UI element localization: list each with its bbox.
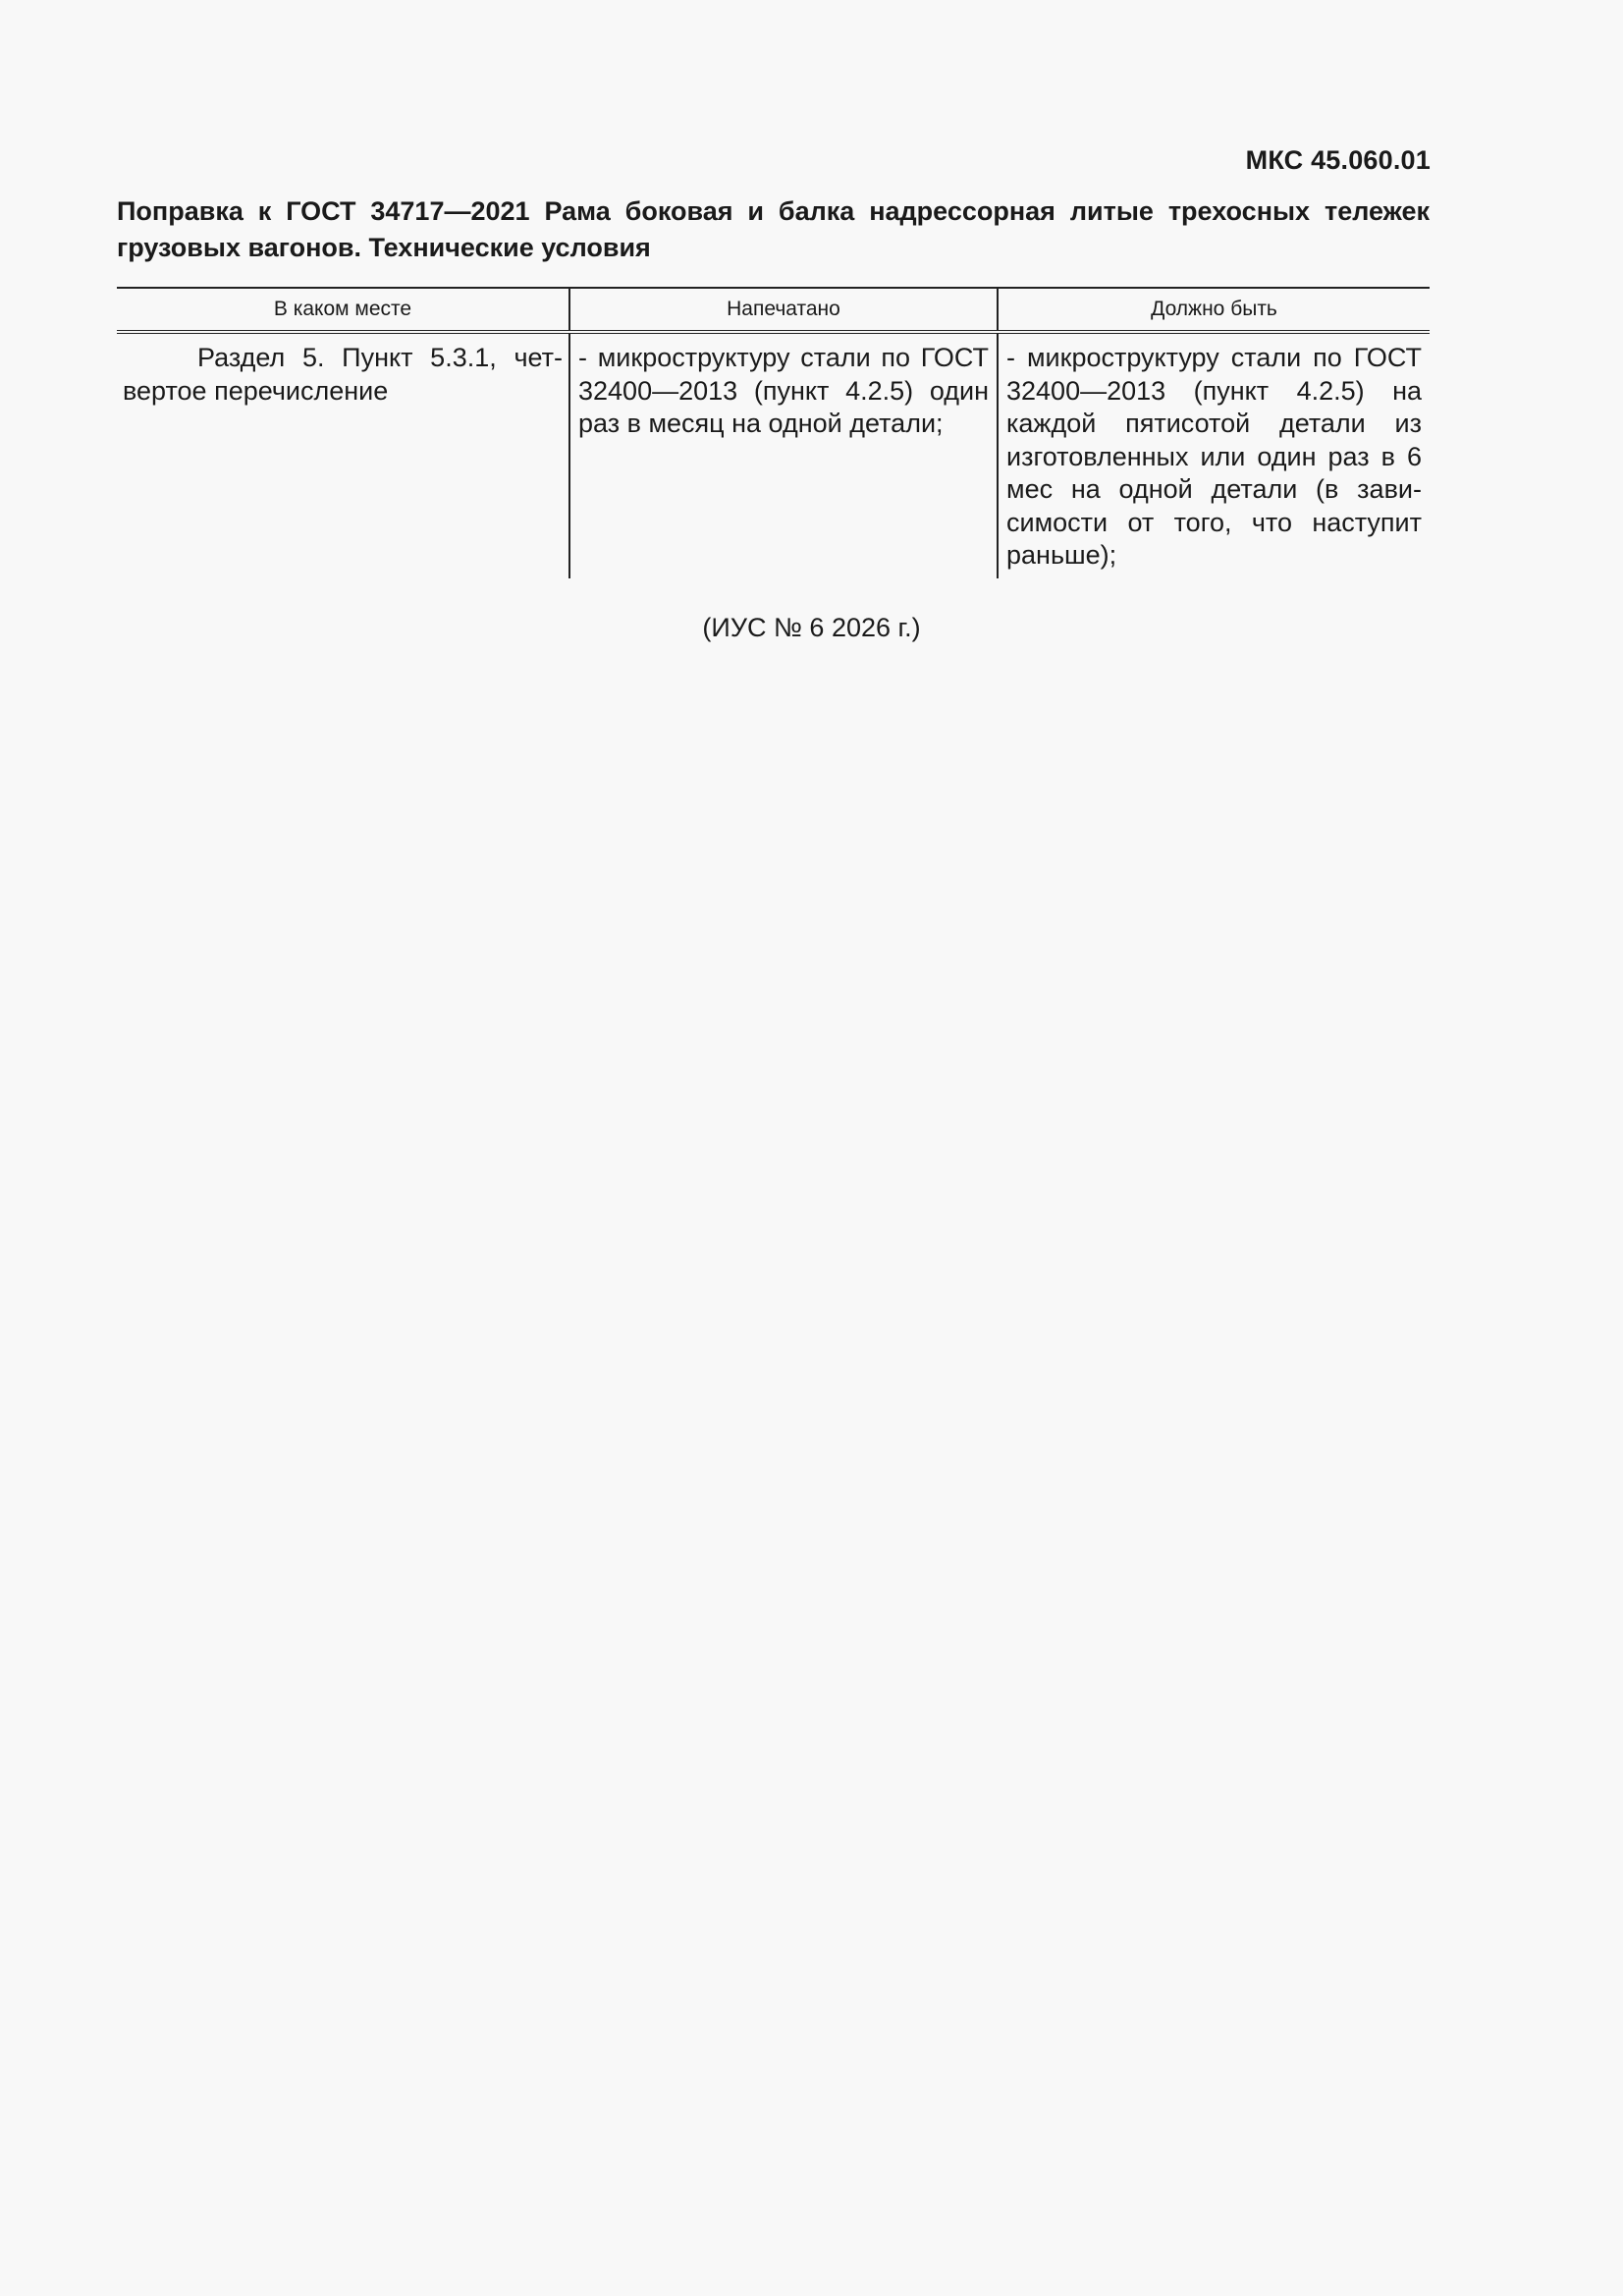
document-title: Поправка к ГОСТ 34717—2021 Рама боковая и балка надрессорная литые трехосных тележек грузовых вагонов. Технические условия bbox=[117, 196, 1430, 262]
column-header-should-be: Должно быть bbox=[998, 288, 1430, 332]
amendment-table bbox=[117, 287, 1430, 578]
table-row bbox=[117, 332, 1430, 578]
ius-reference: (ИУС № 6 2026 г.) bbox=[702, 613, 921, 642]
amendment-table-wrapper bbox=[117, 287, 1430, 578]
cell-where: Раздел 5. Пункт 5.3.1, четвертое перечисление bbox=[123, 343, 563, 406]
table-header-row bbox=[117, 288, 1430, 332]
table-header bbox=[117, 288, 1430, 332]
column-header-printed: Напечатано bbox=[569, 288, 998, 332]
cell-should-be: - микроструктуру стали по ГОСТ 32400—2013 (пункт 4.2.5) на каждой пятисотой детали из изготовленных или один раз в 6 мес на одной детали (в зависимости от того, что наступит раньше); bbox=[998, 332, 1430, 578]
mks-code: МКС 45.060.01 bbox=[1245, 145, 1431, 175]
cell-printed: - микроструктуру стали по ГОСТ 32400—2013 (пункт 4.2.5) один раз в месяц на одной детали; bbox=[569, 332, 998, 578]
column-header-where: В каком месте bbox=[117, 288, 569, 332]
table-body bbox=[117, 332, 1430, 578]
